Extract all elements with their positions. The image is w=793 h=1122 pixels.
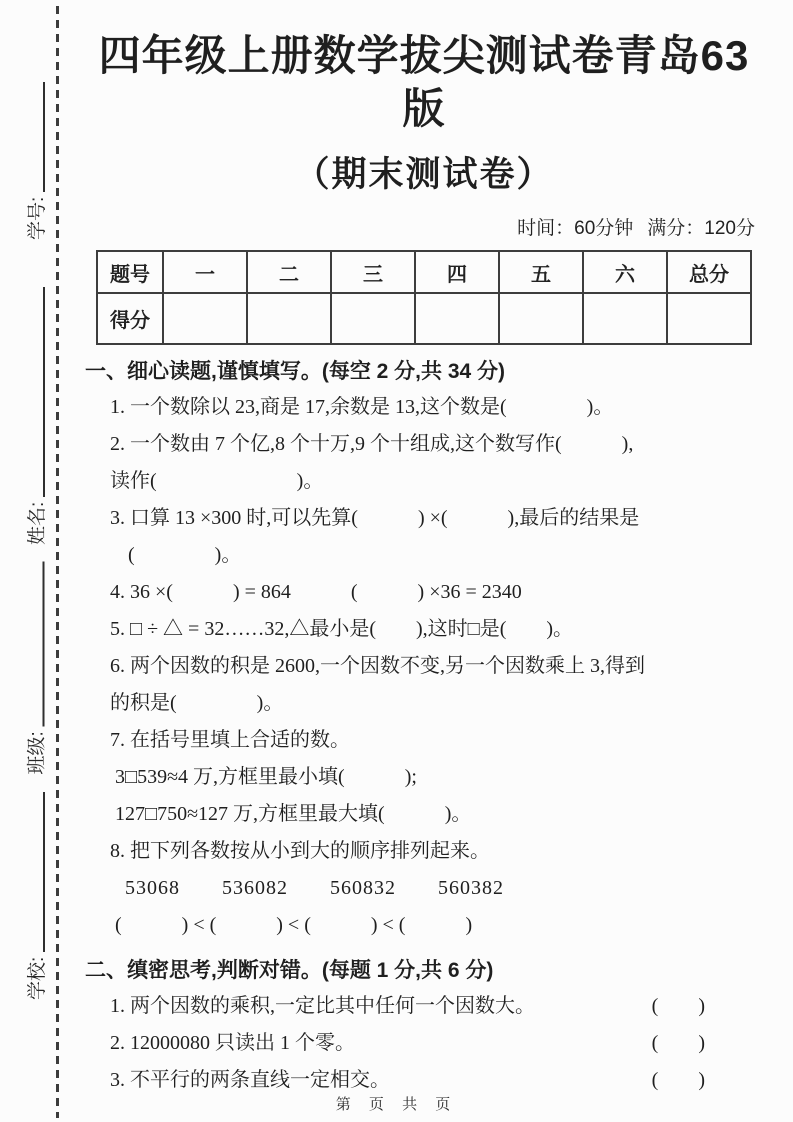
score-cell-empty-1	[247, 293, 331, 344]
score-table-header-cell-0: 题号	[97, 251, 163, 293]
write-in-line	[43, 82, 45, 192]
judge-statement-2: 3. 不平行的两条直线一定相交。	[110, 1069, 390, 1091]
section-2-rows	[85, 988, 763, 1099]
score-table-score-row	[97, 293, 751, 344]
binding-dashed-line	[56, 6, 59, 1118]
section-1-line-10: 3□539≈4 万,方框里最小填( );	[115, 766, 417, 788]
section-2	[85, 954, 763, 1099]
section-1-line-11: 127□750≈127 万,方框里最大填( )。	[115, 803, 472, 825]
section-1-line-0: 1. 一个数除以 23,商是 17,余数是 13,这个数是( )。	[110, 396, 614, 418]
section-1-line-8: 的积是( )。	[110, 692, 284, 714]
section-1-line-7: 6. 两个因数的积是 2600,一个因数不变,另一个因数乘上 3,得到	[110, 655, 645, 677]
judge-answer-blank-1: ( )	[651, 1032, 705, 1054]
score-table-header-cell-7: 总分	[667, 251, 751, 293]
time-score-info	[85, 213, 763, 240]
score-cell-empty-2	[331, 293, 415, 344]
write-in-line	[43, 287, 45, 497]
margin-field-school	[27, 790, 49, 1000]
section-1-line-3: 3. 口算 13 ×300 时,可以先算( ) ×( ),最后的结果是	[110, 507, 640, 529]
score-row-label: 得分	[97, 293, 163, 344]
section-1-line-2: 读作( )。	[110, 470, 324, 492]
score-table-header-row	[97, 251, 751, 293]
section-1-lines	[85, 389, 763, 944]
score-table-header-cell-4: 四	[415, 251, 499, 293]
margin-field-label-school: 学校:	[27, 956, 48, 1000]
section-2-heading: 二、缜密思考,判断对错。(每题 1 分,共 6 分)	[85, 959, 494, 982]
judge-answer-blank-0: ( )	[651, 995, 705, 1017]
score-table-header-cell-5: 五	[499, 251, 583, 293]
judge-statement-0: 1. 两个因数的乘积,一定比其中任何一个因数大。	[110, 995, 535, 1017]
write-in-line	[43, 562, 45, 727]
score-table-header-cell-1: 一	[163, 251, 247, 293]
time-limit: 时间：60分钟	[517, 218, 634, 239]
section-1-line-4: ( )。	[128, 544, 242, 566]
margin-field-label-student-name: 姓名:	[27, 501, 48, 545]
score-table-header-cell-2: 二	[247, 251, 331, 293]
margin-field-student-name	[27, 285, 49, 545]
section-1-line-12: 8. 把下列各数按从小到大的顺序排列起来。	[110, 840, 490, 862]
score-cell-empty-3	[415, 293, 499, 344]
section-1	[85, 355, 763, 944]
write-in-line	[43, 792, 45, 952]
section-1-heading: 一、细心读题,谨慎填写。(每空 2 分,共 34 分)	[85, 360, 506, 383]
full-score: 满分：120分	[647, 218, 755, 239]
section-1-line-1: 2. 一个数由 7 个亿,8 个十万,9 个十组成,这个数写作( ),	[110, 433, 634, 455]
section-1-line-9: 7. 在括号里填上合适的数。	[110, 729, 350, 751]
judge-row-1	[85, 1025, 763, 1062]
margin-field-student-number	[27, 80, 49, 240]
section-1-line-13: 53068 536082 560832 560382	[125, 877, 504, 899]
score-table	[96, 250, 752, 345]
section-1-line-14: ( ) < ( ) < ( ) < ( )	[115, 914, 473, 936]
score-cell-empty-4	[499, 293, 583, 344]
score-cell-empty-6	[667, 293, 751, 344]
paper-subtitle: （期末测试卷）	[294, 155, 554, 194]
score-cell-empty-0	[163, 293, 247, 344]
judge-statement-1: 2. 12000080 只读出 1 个零。	[110, 1032, 355, 1054]
section-1-line-5: 4. 36 ×( ) = 864 ( ) ×36 = 2340	[110, 581, 522, 603]
paper-content	[85, 0, 763, 1099]
score-table-header-cell-3: 三	[331, 251, 415, 293]
margin-field-label-class: 班级:	[26, 731, 48, 775]
margin-field-class	[27, 560, 49, 775]
paper-title: 四年级上册数学拔尖测试卷青岛63版	[98, 32, 750, 132]
score-cell-empty-5	[583, 293, 667, 344]
judge-answer-blank-2: ( )	[651, 1069, 705, 1091]
margin-field-label-student-number: 学号:	[27, 196, 48, 240]
page-footer: 第 页 共 页	[335, 1096, 458, 1113]
judge-row-0	[85, 988, 763, 1025]
score-table-header-cell-6: 六	[583, 251, 667, 293]
section-1-line-6: 5. □ ÷ △ = 32……32,△最小是( ),这时□是( )。	[110, 618, 574, 640]
